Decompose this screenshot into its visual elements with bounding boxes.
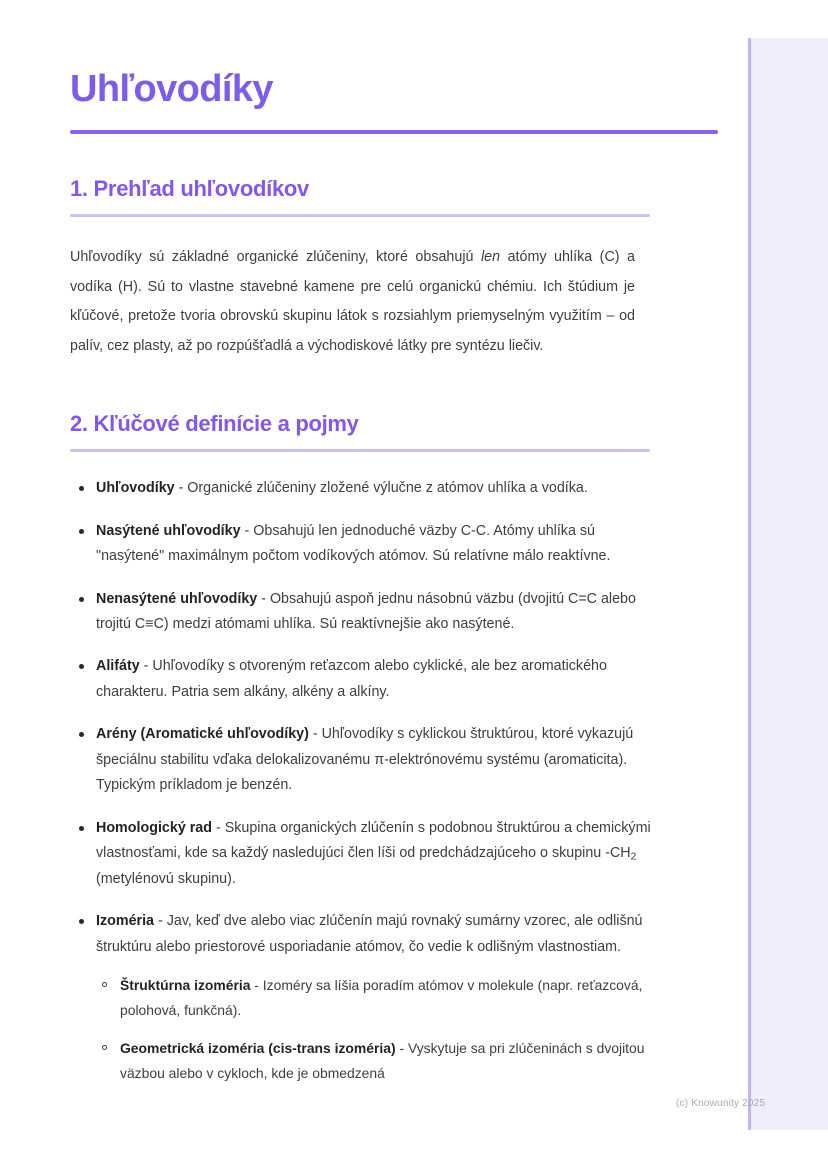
intro-text-part-2: atómy uhlíka (C) a vodíka (H). Sú to vlastne stavebné kamene pre celú organickú chémiu. Ich štúdium je kľúčové, pretože tvoria obrovskú skupinu látok s rozsiahlym priemyselným využitím – od palív, cez plasty, až po rozpúšťadlá a východiskové látky pre syntézu liečiv. (70, 248, 635, 355)
section-divider-1 (70, 214, 650, 217)
definition-term: Izoméria (96, 913, 155, 930)
definition-text-before-formula: - Skupina organických zlúčenín s podobnou štruktúrou a chemickými vlastnosťami, kde sa každý nasledujúci člen líši od predchádzajúceho o skupinu -CH (96, 819, 651, 862)
section-divider-2 (70, 449, 650, 452)
formula-subscript: 2 (630, 851, 637, 863)
section-overview (70, 176, 712, 362)
definition-term: Alifáty (96, 658, 140, 675)
sub-definition-text: - Vyskytuje sa pri zlúčeninách s dvojitou väzbou alebo v cykloch, kde je obmedzená (120, 1040, 645, 1082)
definition-text: - Obsahujú aspoň jednu násobnú väzbu (dvojitú C=C alebo trojitú C≡C) medzi atómami uhlíka. Sú reaktívnejšie ako nasýtené. (96, 590, 636, 633)
title-divider (70, 130, 718, 134)
definition-text: - Jav, keď dve alebo viac zlúčenín majú rovnaký sumárny vzorec, ale odlišnú štruktúru alebo priestorové usporiadanie atómov, čo vedie k odlišným vlastnostiam. (96, 913, 643, 955)
list-item (70, 909, 666, 1086)
list-item (70, 816, 666, 892)
definition-text: - Organické zlúčeniny zložené výlučne z atómov uhlíka a vodíka. (174, 480, 588, 497)
definition-term: Nasýtené uhľovodíky (96, 522, 241, 539)
definitions-list (70, 476, 712, 1086)
definition-term: Uhľovodíky (96, 480, 175, 497)
footer-credit: (c) Knowunity 2025 (676, 1098, 766, 1109)
intro-text-part-1: Uhľovodíky sú základné organické zlúčeniny, ktoré obsahujú (70, 248, 481, 265)
list-item (70, 722, 666, 798)
list-item (70, 654, 666, 705)
definition-term: Nenasýtené uhľovodíky (96, 590, 258, 607)
list-item (70, 519, 666, 570)
definition-text: - Obsahujú len jednoduché väzby C-C. Atómy uhlíka sú "nasýtené" maximálnym počtom vodíkových atómov. Sú relatívne málo reaktívne. (96, 522, 611, 565)
list-item (70, 587, 666, 638)
section-heading-1: 1. Prehľad uhľovodíkov (70, 175, 309, 201)
definition-text: - Uhľovodíky s otvoreným reťazcom alebo cyklické, ale bez aromatického charakteru. Patria sem alkány, alkény a alkíny. (96, 658, 607, 700)
intro-emphasis: len (480, 248, 501, 265)
page-title: Uhľovodíky (70, 68, 273, 110)
decorative-side-panel (748, 38, 828, 1130)
sub-definition-text: - Izoméry sa líšia poradím atómov v molekule (napr. reťazcová, polohová, funkčná). (120, 976, 643, 1018)
section-heading-2: 2. Kľúčové definície a pojmy (70, 410, 359, 436)
definition-term: Arény (Aromatické uhľovodíky) (96, 726, 309, 743)
section-definitions (70, 411, 712, 1086)
intro-paragraph (70, 243, 635, 362)
definition-text: - Uhľovodíky s cyklickou štruktúrou, ktoré vykazujú špeciálnu stabilitu vďaka delokalizovanému π-elektrónovému systému (aromaticita). Typickým príkladom je benzén. (96, 726, 634, 794)
list-item (70, 476, 666, 501)
list-item (96, 973, 666, 1023)
sub-definition-term: Štruktúrna izoméria (120, 976, 251, 993)
definition-text-after-formula: (metylénovú skupinu). (96, 870, 236, 887)
sub-definition-term: Geometrická izoméria (cis-trans izoméria) (120, 1040, 396, 1057)
isomerism-sub-list (96, 973, 666, 1086)
list-item (96, 1036, 666, 1086)
definition-term: Homologický rad (96, 819, 212, 836)
